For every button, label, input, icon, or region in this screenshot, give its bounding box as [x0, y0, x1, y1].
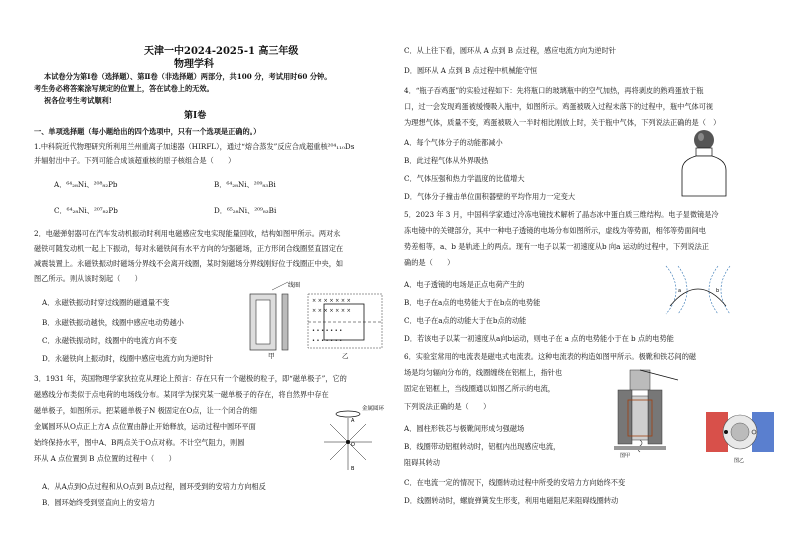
q3-line2: 磁感线分布类似于点电荷的电场线分布。某同学为探究某一磁单极子的存在，将自然界中存在: [34, 390, 329, 399]
q4-line1: 4．“瓶子吞鸡蛋”的实验过程如下：先将瓶口的玻璃瓶中的空气加热，再将剥皮的熟鸡蛋放于瓶: [404, 86, 704, 95]
equipotential-4: [721, 266, 730, 314]
q3-figure: [312, 400, 392, 478]
iron-core: [632, 396, 648, 440]
q5-line1: 5．2023 年 3 月，中国科学家通过冷冻电镜技术解析了晶态冰中蛋白质三维结构。电子显微镜是冷: [404, 210, 719, 219]
q2-line4: 图乙所示。则从该时刻起（ ）: [34, 274, 142, 283]
egg: [694, 130, 714, 150]
fig-label-jia: 甲: [268, 352, 275, 360]
q3-option-b: B．圆环始终受到竖直向上的安培力: [42, 498, 156, 507]
q6-figure-yi: [704, 404, 776, 464]
q3-line1: 3．1931 年，英国物理学家狄拉克从理论上预言：存在只有一个磁极的粒子，即“磁单极子”，它的: [34, 374, 347, 383]
bottle-body: [682, 156, 726, 196]
q2-option-b: B．永磁铁振动越快，线圈中感应电动势越小: [42, 318, 184, 327]
q5-option-c: C．电子在a点的动能大于在b点的动能: [404, 316, 527, 325]
svg-text:b: b: [716, 288, 720, 294]
section-title: 第Ⅰ卷: [184, 111, 207, 121]
q6-option-b2: 阻碍其转动: [404, 458, 440, 467]
q6-line2: 场是均匀辐向分布的，线圈缠绕在铝框上，指针也: [404, 368, 563, 377]
svg-text:A: A: [351, 418, 355, 424]
svg-text:B: B: [351, 466, 355, 472]
coil-plate: [282, 294, 288, 350]
q5-option-d: D．若该电子以某一初速度从a向b运动，则电子在 a 点的电势能小于在 b 点的电势能: [404, 334, 674, 343]
q1-option-b: B．⁶⁴₂₈Ni、²⁰⁹₈₃Bi: [214, 180, 276, 189]
q4-option-d: D．气体分子撞击单位面积器壁的平均作用力一定变大: [404, 192, 576, 201]
part1-title: 一、单项选择题（每小题给出的四个选项中，只有一个选项是正确的。）: [34, 127, 261, 136]
q2-figure: [242, 280, 392, 362]
fig-label-jia-6: 图甲: [620, 453, 631, 458]
q4-figure: [674, 130, 734, 200]
q2-line1: 2．电磁弹射器可在汽车发动机振动时利用电磁感应发电实现能量回收，结构如图甲所示。两对永: [34, 229, 341, 238]
metal-ring: [336, 411, 360, 417]
q6-line3: 固定在铝框上，当线圈通以如图乙所示的电流，: [404, 384, 555, 393]
svg-text:O: O: [351, 442, 355, 448]
bottle-neck: [696, 148, 712, 156]
q2-line2: 磁铁可随发动机一起上下振动，每对永磁铁间有水平方向的匀强磁场，正方形闭合线圈竖直固定在: [34, 244, 344, 253]
q4-option-c: C．气体压强和热力学温度的比值增大: [404, 174, 525, 183]
exam-intro-3: 祝各位考生考试顺利!: [44, 96, 112, 105]
q3-line3: 磁单极子，如图所示。把某磁单极子N 极固定在O点，让一个闭合的细: [34, 406, 257, 415]
fig-label-yi-6: 图乙: [734, 458, 745, 464]
q3-line6: 环从 A 点位置到 B 点位置的过程中（ ）: [34, 454, 176, 463]
q2-option-a: A．永磁铁振动时穿过线圈的磁通量不变: [42, 298, 170, 307]
q3-option-a: A．从A点到O点过程和从O点到 B点过程，圆环受到的安培力方向相反: [42, 482, 266, 491]
q2-line3: 减震装置上。永磁铁振动时磁场分界线不会离开线圈，某时刻磁场分界线刚好位于线圈正中央，如: [34, 259, 344, 268]
exam-title: 天津一中2024-2025-1 高三年级: [144, 46, 299, 57]
q3-line5: 始终保持水平，图中A、B两点关于O点对称。不计空气阻力，则圆: [34, 438, 245, 447]
q5-option-a: A．电子透镜的电场是正点电荷产生的: [404, 280, 525, 289]
q4-line3: 为理想气体，质量不变，鸡蛋被吸入一半时相比刚放上时，关于瓶中气体，下列说法正确的是（ ）: [404, 118, 721, 127]
q6-line4: 下列说法正确的是（ ）: [404, 402, 491, 411]
q1-option-a: A．⁶⁴₂₈Ni、²⁰⁸₈₂Pb: [54, 180, 118, 189]
pointer-housing: [630, 370, 650, 390]
svg-text:• • • • • • •: • • • • • • •: [312, 328, 343, 334]
svg-text:a: a: [678, 288, 682, 294]
q5-line4: 确的是（ ）: [404, 258, 455, 267]
q1-line1: 1.中科院近代物理研究所利用兰州重离子加速器（HIRFL），通过“熔合蒸发”反应合成超重核²⁰⁴₁₁₀Ds: [34, 142, 355, 151]
fig-label-yi: 乙: [342, 352, 349, 360]
q3-line4: 金属圆环从O点正上方A 点位置由静止开始释放，运动过程中圆环平面: [34, 422, 256, 431]
exam-intro-1: 本试卷分为第Ⅰ卷（选择题）、第Ⅱ卷（非选择题）两部分，共100 分，考试用时60 分钟。: [44, 72, 332, 81]
q4-option-b: B．此过程气体从外界吸热: [404, 156, 489, 165]
q1-line2: 并辐射出中子。下列可能合成该超重核的原子核组合是（ ）: [34, 156, 236, 165]
fig-label-ring: 金属圆环: [362, 406, 385, 412]
q6-option-c: C．在电流一定的情况下，线圈转动过程中所受的安培力方向始终不变: [404, 478, 626, 487]
exam-intro-2: 考生务必将答案涂写规定的位置上，答在试卷上的无效。: [34, 84, 214, 93]
q1-option-c: C．⁶⁴₂₈Ni、²⁰⁷₈₂Pb: [54, 206, 118, 215]
equipotential-1: [666, 266, 676, 314]
q4-option-a: A．每个气体分子的动能都减小: [404, 138, 503, 147]
q5-line3: 势差相等，a、b 是轨迹上的两点。现有一电子以某一初速度从b 向a 运动的过程中，下列说法正: [404, 242, 709, 251]
q3-option-d: D．圆环从 A 点到 B 点过程中机械能守恒: [404, 66, 538, 75]
q4-line2: 口，过一会发现鸡蛋被缓慢吸入瓶中，如图所示。鸡蛋被吸入过程未落下的过程中，瓶中气体可视: [404, 102, 714, 111]
fig-label-coil: 线圈: [288, 282, 301, 289]
q5-line2: 冻电镜中的关键部分，其中一种电子透镜的电场分布如图所示，虚线为等势面，相邻等势面间电: [404, 226, 706, 235]
q6-line1: 6．实验室常用的电流表是磁电式电流表。这种电流表的构造如图甲所示。极靴和铁芯间的磁: [404, 352, 697, 361]
q6-option-d: D．线圈转动时，螺旋弹簧发生形变，利用电磁阻尼来阻碍线圈转动: [404, 496, 619, 505]
q2-option-d: D．永磁铁向上振动时，线圈中感应电流方向为逆时针: [42, 354, 214, 363]
q5-option-b: B．电子在a点的电势能大于在b点的电势能: [404, 298, 541, 307]
q6-figure-jia: [600, 366, 696, 458]
exam-subtitle: 物理学科: [174, 59, 214, 70]
svg-text:× × × × × × ×: × × × × × × ×: [312, 308, 351, 314]
q6-option-a: A．圆柱形铁芯与极靴间形成匀强磁场: [404, 424, 525, 433]
q2-option-c: C．永磁铁振动时，线圈中的电流方向不变: [42, 336, 177, 345]
q3-option-c: C．从上往下看，圆环从 A 点到 B 点过程，感应电流方向为逆时针: [404, 46, 616, 55]
q5-figure: [656, 262, 740, 318]
q6-option-b1: B．线圈带动铝框转动时，铝框内出现感应电流，: [404, 442, 561, 451]
q1-option-d: D．⁶⁵₂₈Ni、²⁰⁹₈₃Bi: [214, 206, 277, 215]
svg-text:• • • • • • •: • • • • • • •: [312, 338, 343, 344]
svg-text:× × × × × × ×: × × × × × × ×: [312, 298, 351, 304]
